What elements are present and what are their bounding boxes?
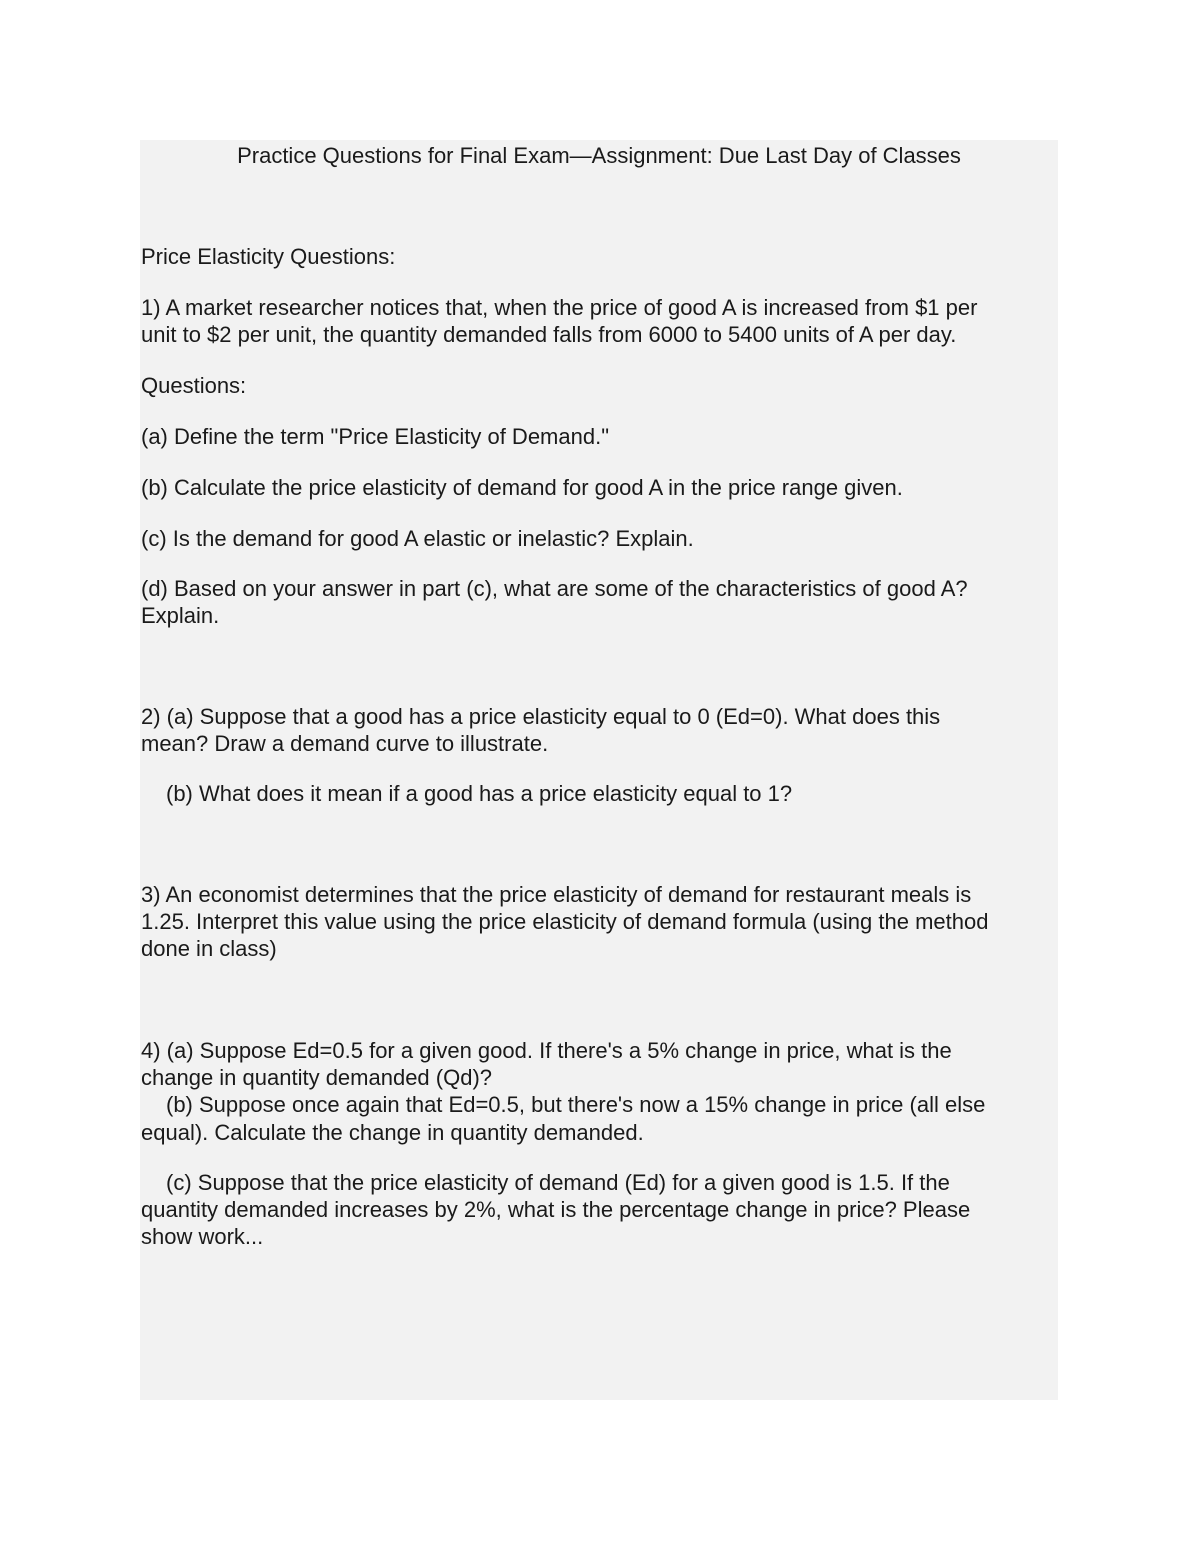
q4-part-b-line1: (b) Suppose once again that Ed=0.5, but there's now a 15% change in price (all else: [166, 1092, 986, 1117]
q4-part-c-line2: quantity demanded increases by 2%, what is the percentage change in price? Please: [141, 1197, 971, 1222]
q2-part-b: (b) What does it mean if a good has a price elasticity equal to 1?: [166, 781, 793, 806]
q3-line1: 3) An economist determines that the price elasticity of demand for restaurant meals is: [141, 882, 972, 907]
q2-part-a-line1: 2) (a) Suppose that a good has a price elasticity equal to 0 (Ed=0). What does this: [141, 704, 941, 729]
q4-part-a-line2: change in quantity demanded (Qd)?: [141, 1065, 493, 1090]
q1-part-a: (a) Define the term "Price Elasticity of Demand.": [141, 424, 610, 449]
q4-part-c-line1: (c) Suppose that the price elasticity of demand (Ed) for a given good is 1.5. If the: [166, 1170, 950, 1195]
q3-line3: done in class): [141, 936, 277, 961]
q1-part-d-line1: (d) Based on your answer in part (c), what are some of the characteristics of good A?: [141, 576, 968, 601]
q3-line2: 1.25. Interpret this value using the price elasticity of demand formula (using the method: [141, 909, 989, 934]
q1-line1: 1) A market researcher notices that, when the price of good A is increased from $1 per: [141, 295, 978, 320]
q1-part-c: (c) Is the demand for good A elastic or inelastic? Explain.: [141, 526, 694, 551]
q4-part-b-line2: equal). Calculate the change in quantity demanded.: [141, 1120, 644, 1145]
document-title: Practice Questions for Final Exam—Assignment: Due Last Day of Classes: [237, 143, 961, 168]
q1-line2: unit to $2 per unit, the quantity demanded falls from 6000 to 5400 units of A per day.: [141, 322, 957, 347]
q4-part-a-line1: 4) (a) Suppose Ed=0.5 for a given good. If there's a 5% change in price, what is the: [141, 1038, 952, 1063]
q1-part-b: (b) Calculate the price elasticity of demand for good A in the price range given.: [141, 475, 903, 500]
section-heading: Price Elasticity Questions:: [141, 244, 396, 269]
q2-part-a-line2: mean? Draw a demand curve to illustrate.: [141, 731, 549, 756]
questions-label: Questions:: [141, 373, 247, 398]
q1-part-d-line2: Explain.: [141, 603, 220, 628]
q4-part-c-line3: show work...: [141, 1224, 264, 1249]
